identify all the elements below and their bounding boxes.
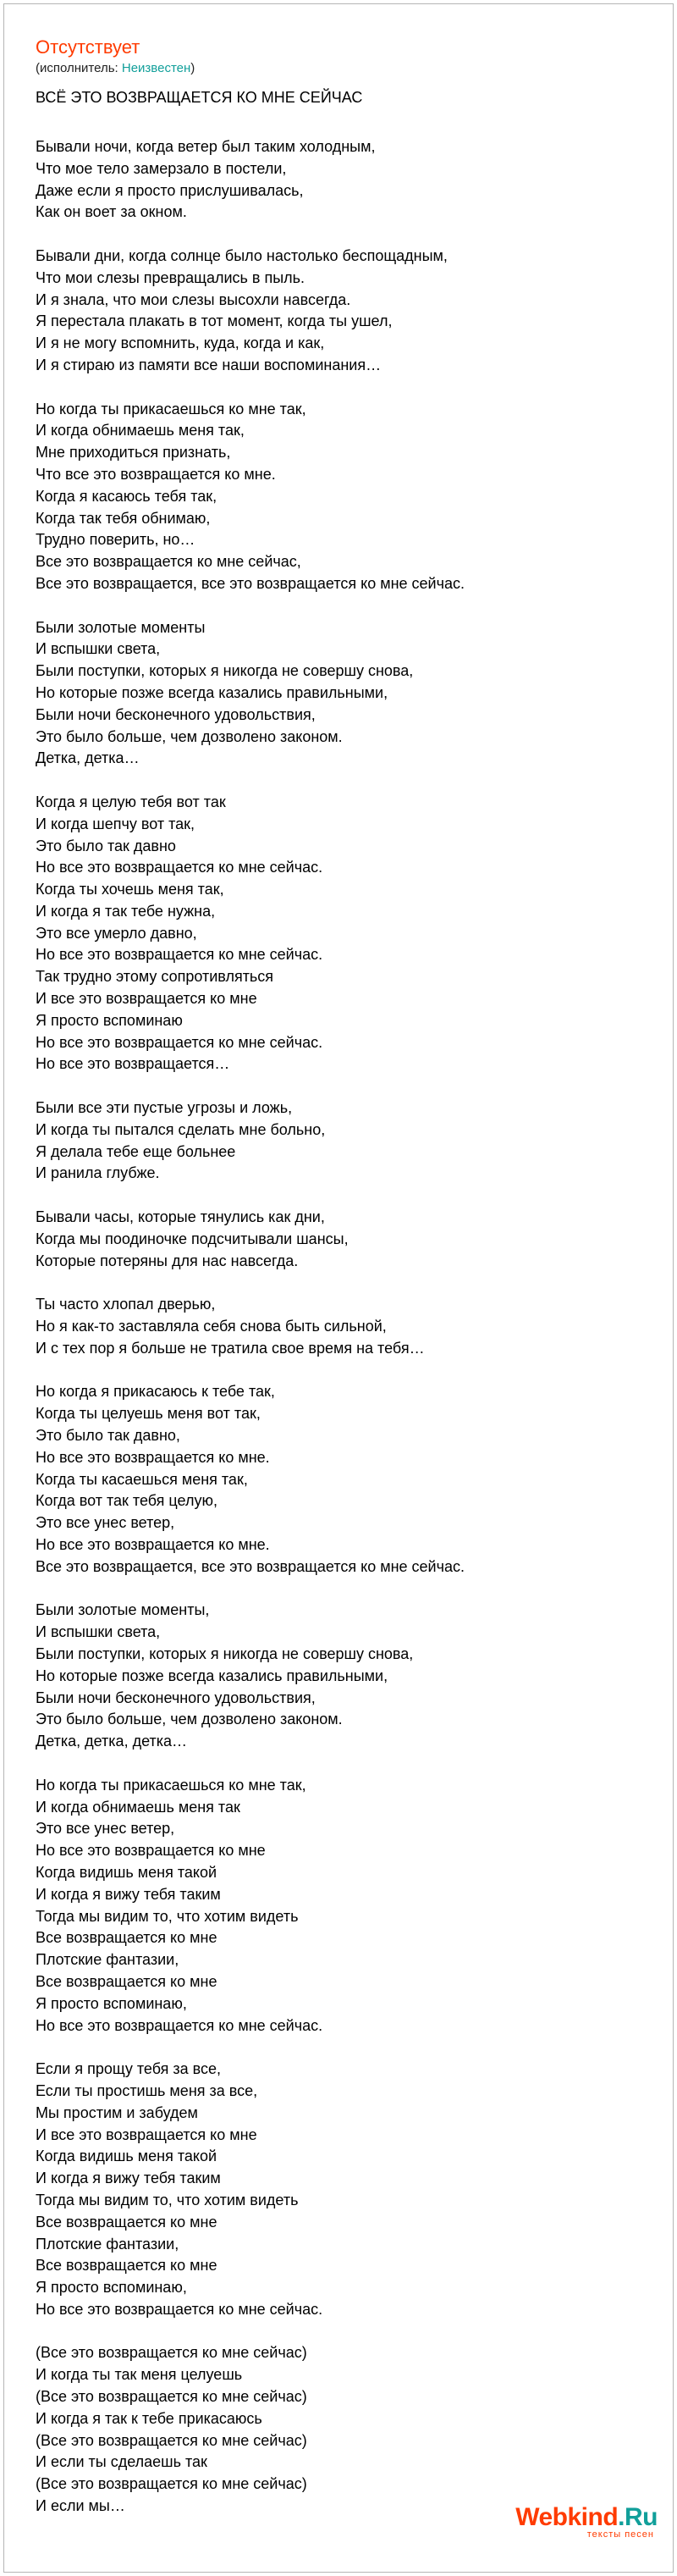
lyric-line: Были поступки, которых я никогда не совершу снова, [36,662,414,680]
lyric-line: Плотские фантазии, [36,1951,179,1969]
lyric-line: Если я прощу тебя за все, [36,2060,222,2078]
lyric-line: И я знала, что мои слезы высохли навсегда. [36,290,351,308]
song-title: ВСЁ ЭТО ВОЗВРАЩАЕТСЯ КО МНЕ СЕЙЧАС [36,89,363,106]
performer-link[interactable]: Неизвестен [121,61,191,75]
lyric-line: Были золотые моменты [36,618,206,636]
lyric-line: И все это возвращается ко мне [36,990,257,1008]
lyric-line: Когда мы поодиночке подсчитывали шансы, [36,1230,349,1247]
lyric-line: Я делала тебе еще больнее [36,1142,236,1160]
lyric-line: Когда я целую тебя вот так [36,793,226,810]
lyric-line: И когда я вижу тебя таким [36,1885,221,1903]
lyrics-stanza [36,136,645,224]
lyric-line: И когда обнимаешь меня так, [36,422,245,439]
lyric-line: Все это возвращается ко мне сейчас, [36,553,301,571]
lyric-line: Это все унес ветер, [36,1514,175,1532]
lyric-line: Я просто вспоминаю, [36,1994,187,2012]
lyric-line: Но все это возвращается ко мне сейчас. [36,946,323,964]
lyric-line: (Все это возвращается ко мне сейчас) [36,2388,307,2406]
performer-line [36,61,645,76]
content-column [36,36,645,2540]
lyric-line: И с тех пор я больше не тратила свое время на тебя… [36,1339,425,1357]
lyrics-stanza [36,2059,645,2321]
lyric-line: Но когда ты прикасаешься ко мне так, [36,1776,306,1794]
lyric-line: Тогда мы видим то, что хотим видеть [36,1907,299,1925]
lyric-line: И если ты сделаешь так [36,2453,207,2471]
lyric-line: Но которые позже всегда казались правильными, [36,683,388,701]
lyric-line: Но которые позже всегда казались правильными, [36,1667,388,1684]
lyric-line: Были ночи бесконечного удовольствия, [36,1689,316,1706]
lyric-line: Даже если я просто прислушивалась, [36,181,304,199]
site-logo: Webkind.Ru [515,2503,658,2531]
lyric-line: И если мы… [36,2497,125,2515]
lyric-line: Но все это возвращается ко мне сейчас. [36,2300,323,2318]
lyrics-stanza [36,2342,645,2517]
lyric-line: Но все это возвращается ко мне сейчас. [36,1033,323,1051]
lyric-line: (Все это возвращается ко мне сейчас) [36,2344,307,2362]
lyric-line: Я перестала плакать в тот момент, когда ты ушел, [36,312,393,330]
lyrics-stanza [36,1207,645,1272]
lyric-line: И я стираю из памяти все наши воспоминания… [36,356,382,373]
lyric-line: Плотские фантазии, [36,2235,179,2253]
lyric-line: Но я как-то заставляла себя снова быть сильной, [36,1318,387,1335]
lyric-line: Мы простим и забудем [36,2103,198,2121]
lyric-line: Когда вот так тебя целую, [36,1492,217,1510]
lyric-line: Это все умерло давно, [36,924,197,942]
lyric-line: Которые потеряны для нас навсегда. [36,1252,299,1269]
lyric-line: Это было больше, чем дозволено законом. [36,1711,343,1728]
performer-suffix: ) [190,61,195,75]
lyric-line: Когда ты целуешь меня вот так, [36,1405,261,1423]
lyric-line: Что все это возвращается ко мне. [36,465,276,483]
lyric-line: Это было так давно, [36,1427,180,1445]
lyric-line: И когда ты так меня целуешь [36,2366,243,2384]
lyric-line: Детка, детка, детка… [36,1733,188,1750]
lyric-line: Это было больше, чем дозволено законом. [36,727,343,745]
lyrics-stanza [36,1294,645,1359]
lyric-line: Детка, детка… [36,749,140,767]
lyric-line: Были ночи бесконечного удовольствия, [36,705,316,723]
lyric-line: Это все унес ветер, [36,1820,175,1838]
lyric-line: И когда я так тебе нужна, [36,902,216,920]
lyrics-stanza [36,246,645,377]
lyrics-stanza [36,617,645,771]
lyric-line: Бывали часы, которые тянулись как дни, [36,1208,325,1226]
lyric-line: Все возвращается ко мне [36,2213,217,2231]
lyric-line: Были все эти пустые угрозы и ложь, [36,1099,293,1117]
lyric-line: Трудно поверить, но… [36,531,195,549]
lyric-line: Ты часто хлопал дверью, [36,1296,216,1313]
lyric-line: Тогда мы видим то, что хотим видеть [36,2191,299,2208]
lyric-line: Когда ты хочешь меня так, [36,881,224,898]
lyrics-body [36,136,645,2518]
lyric-line: Все возвращается ко мне [36,1929,217,1947]
lyric-line: Все возвращается ко мне [36,1972,217,1990]
lyric-line: Но все это возвращается ко мне [36,1842,266,1860]
lyric-line: Я просто вспоминаю [36,1011,183,1029]
lyric-line: Что мои слезы превращались в пыль. [36,268,305,286]
lyric-line: Но все это возвращается… [36,1055,230,1073]
lyric-line: Но все это возвращается ко мне. [36,1448,270,1466]
lyrics-stanza [36,1775,645,2037]
lyric-line: Как он воет за окном. [36,203,187,221]
lyric-line: Когда видишь меня такой [36,1863,217,1881]
lyric-line: Так трудно этому сопротивляться [36,968,274,986]
site-watermark [515,2504,658,2540]
lyric-line: Но все это возвращается ко мне сейчас. [36,2016,323,2034]
performer-prefix: (исполнитель: [36,61,122,75]
lyric-line: И когда обнимаешь меня так [36,1798,240,1816]
lyric-line: Все возвращается ко мне [36,2257,217,2275]
lyric-line: И вспышки света, [36,640,161,658]
lyric-line: И когда я вижу тебя таким [36,2170,221,2187]
lyric-line: Мне приходиться признать, [36,444,231,462]
lyric-line: Все это возвращается, все это возвращается ко мне сейчас. [36,1557,465,1575]
lyric-line: Что мое тело замерзало в постели, [36,159,287,177]
lyric-line: И когда ты пытался сделать мне больно, [36,1120,326,1138]
lyric-line: Бывали дни, когда солнце было настолько беспощадным, [36,246,448,264]
lyrics-stanza [36,1381,645,1578]
page-sheet [3,3,674,2573]
lyric-line: Это было так давно [36,837,176,854]
lyric-line: Были поступки, которых я никогда не совершу снова, [36,1645,414,1662]
artist-name[interactable]: Отсутствует [36,36,140,58]
lyric-line: И когда я так к тебе прикасаюсь [36,2409,262,2427]
lyric-line: И когда шепчу вот так, [36,815,195,832]
lyrics-stanza [36,399,645,595]
site-tagline: тексты песен [586,2529,654,2540]
lyric-line: Когда ты касаешься меня так, [36,1470,248,1488]
lyric-line: Если ты простишь меня за все, [36,2081,258,2099]
lyrics-stanza [36,1097,645,1185]
lyrics-stanza [36,1600,645,1753]
lyric-line: Когда так тебя обнимаю, [36,509,211,527]
lyric-line: Все это возвращается, все это возвращается ко мне сейчас. [36,574,465,592]
lyric-line: Были золотые моменты, [36,1601,210,1619]
lyric-line: Я просто вспоминаю, [36,2279,187,2297]
lyric-line: Когда я касаюсь тебя так, [36,487,217,505]
lyrics-stanza [36,792,645,1075]
lyric-line: (Все это возвращается ко мне сейчас) [36,2475,307,2493]
lyric-line: Бывали ночи, когда ветер был таким холодным, [36,138,376,155]
lyric-line: И вспышки света, [36,1623,161,1641]
lyric-line: И ранила глубже. [36,1164,160,1182]
lyric-line: Но все это возвращается ко мне сейчас. [36,859,323,876]
lyric-line: (Все это возвращается ко мне сейчас) [36,2431,307,2449]
lyric-line: Но все это возвращается ко мне. [36,1536,270,1553]
lyric-line: И все это возвращается ко мне [36,2125,257,2143]
lyric-line: Когда видишь меня такой [36,2148,217,2165]
lyric-line: Но когда я прикасаюсь к тебе так, [36,1383,275,1401]
lyric-line: И я не могу вспомнить, куда, когда и как, [36,334,325,352]
lyric-line: Но когда ты прикасаешься ко мне так, [36,400,306,417]
